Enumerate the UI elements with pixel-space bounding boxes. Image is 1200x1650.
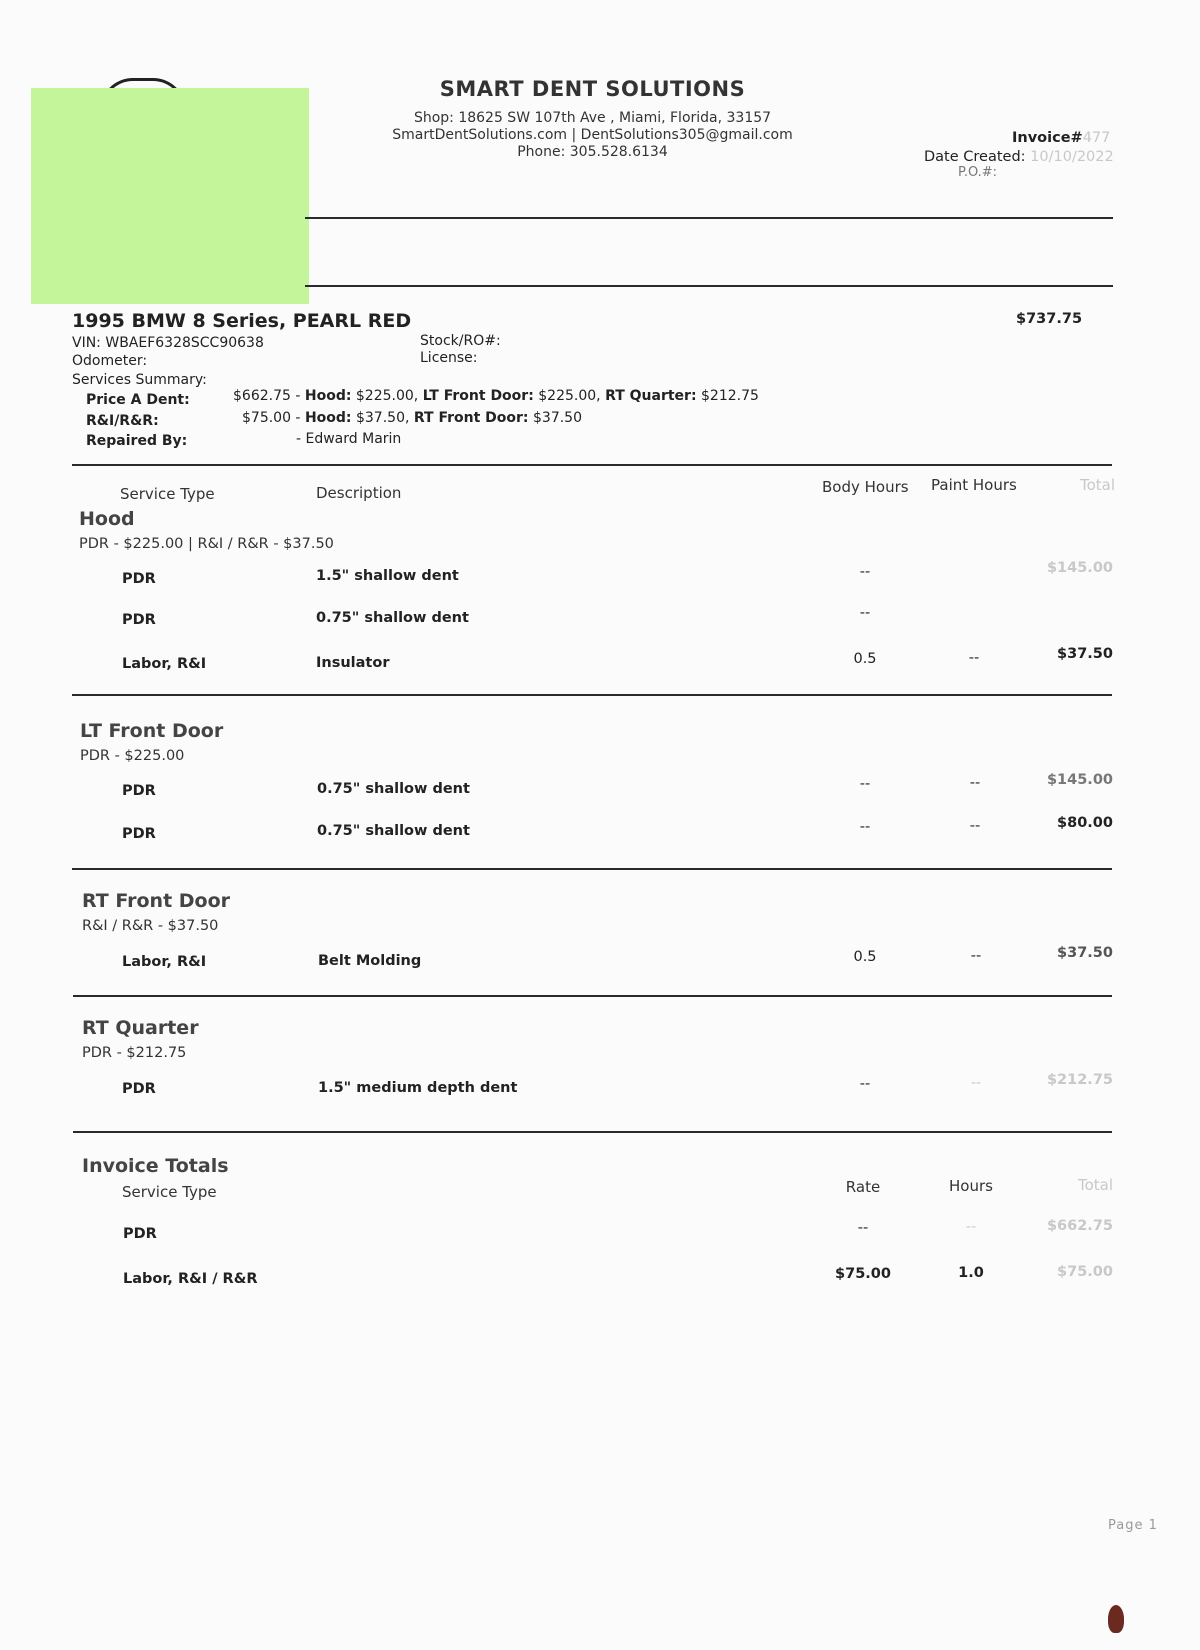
divider [73,1131,1112,1133]
line-total: $145.00 [1046,772,1113,788]
page-number: Page 1 [1108,1518,1158,1533]
invoice-total: $737.75 [1016,311,1083,327]
totals-rate: $75.00 [835,1266,891,1282]
description: 0.75" shallow dent [316,610,469,626]
body-hours: 0.5 [853,949,877,965]
body-hours: -- [859,605,871,621]
company-address: Shop: 18625 SW 107th Ave , Miami, Florida, 33157 [413,110,772,126]
divider [72,868,1112,870]
vehicle-vin: VIN: WBAEF6328SCC90638 [72,335,264,351]
line-total: $37.50 [1057,646,1113,662]
paint-hours: -- [970,1075,982,1091]
totals-col-service-type: Service Type [122,1183,217,1201]
description: 1.5" medium depth dent [318,1080,518,1096]
service-type: PDR [122,1081,156,1097]
section-title: Hood [79,508,135,530]
section-subtitle: PDR - $225.00 | R&I / R&R - $37.50 [79,536,334,552]
paint-hours: -- [968,650,980,666]
summary-label: Price A Dent: [86,392,190,408]
totals-hours: 1.0 [958,1265,984,1281]
company-name: SMART DENT SOLUTIONS [439,77,746,101]
company-web-email: SmartDentSolutions.com | DentSolutions305@gmail.com [392,127,793,143]
line-total: $145.00 [1046,560,1113,576]
totals-service-type: Labor, R&I / R&R [123,1271,258,1287]
invoice-number: Invoice#477 [1012,130,1111,146]
stock-ro-label: Stock/RO#: [420,333,501,349]
service-type: PDR [122,612,156,628]
body-hours: -- [859,819,871,835]
ink-blot [1108,1605,1124,1633]
summary-line: $75.00 - Hood: $37.50, RT Front Door: $37.50 [242,410,582,426]
divider [305,217,1113,219]
description: 1.5" shallow dent [316,568,459,584]
company-phone: Phone: 305.528.6134 [517,144,668,160]
service-type: PDR [122,571,156,587]
service-type: Labor, R&I [122,656,207,672]
body-hours: -- [859,1076,871,1092]
vehicle-title: 1995 BMW 8 Series, PEARL RED [72,310,412,332]
repaired-by-value: - Edward Marin [296,431,402,447]
totals-line-total: $662.75 [1046,1218,1113,1234]
totals-col-hours: Hours [949,1177,993,1195]
section-title: RT Front Door [82,890,231,912]
col-description: Description [316,484,402,502]
repaired-by-label: Repaired By: [86,433,188,449]
body-hours: -- [859,564,871,580]
section-title: RT Quarter [82,1017,199,1039]
section-subtitle: PDR - $225.00 [80,748,185,764]
totals-col-total: Total [1077,1176,1113,1194]
divider [72,694,1112,696]
summary-label: R&I/R&R: [86,413,159,429]
totals-service-type: PDR [123,1226,157,1242]
description: 0.75" shallow dent [317,781,470,797]
paint-hours: -- [969,775,981,791]
service-type: PDR [122,783,156,799]
col-paint-hours: Paint Hours [931,476,1017,494]
description: 0.75" shallow dent [317,823,470,839]
totals-rate: -- [857,1220,869,1236]
totals-line-total: $75.00 [1057,1264,1113,1280]
summary-line: $662.75 - Hood: $225.00, LT Front Door: $225.00, RT Quarter: $212.75 [233,388,759,404]
col-body-hours: Body Hours [822,478,909,496]
body-hours: -- [859,776,871,792]
totals-col-rate: Rate [845,1178,881,1196]
services-summary-label: Services Summary: [72,372,207,388]
body-hours: 0.5 [853,651,877,667]
section-subtitle: PDR - $212.75 [82,1045,187,1061]
divider [73,995,1112,997]
section-subtitle: R&I / R&R - $37.50 [82,918,219,934]
description: Belt Molding [318,953,422,969]
section-title: LT Front Door [80,720,224,742]
description: Insulator [316,655,390,671]
service-type: Labor, R&I [122,954,207,970]
col-total: Total [1080,476,1116,494]
line-total: $37.50 [1057,945,1113,961]
col-service-type: Service Type [120,485,215,503]
totals-title: Invoice Totals [82,1155,229,1177]
service-type: PDR [122,826,156,842]
odometer-label: Odometer: [72,353,148,369]
paint-hours: -- [970,948,982,964]
totals-hours: -- [965,1219,977,1235]
line-total: $80.00 [1057,815,1113,831]
po-number: P.O.#: [958,165,998,180]
paint-hours: -- [969,818,981,834]
line-total: $212.75 [1046,1072,1113,1088]
divider [305,285,1113,287]
date-created: Date Created: 10/10/2022 [924,149,1114,165]
license-label: License: [420,350,478,366]
divider [72,464,1112,466]
